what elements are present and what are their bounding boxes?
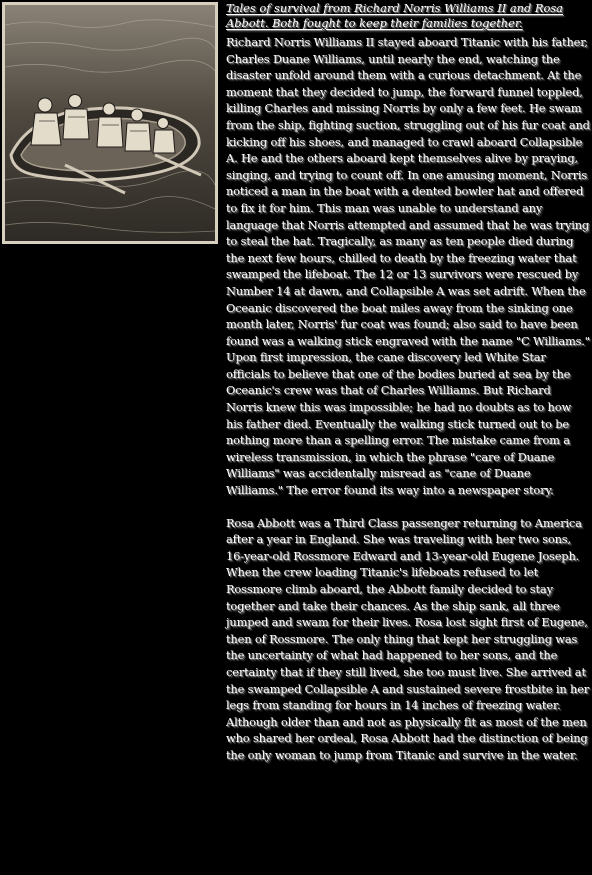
lifeboat-survivors-illustration-icon (5, 5, 215, 241)
article-text (226, 1, 590, 764)
lifeboat-illustration (2, 2, 218, 244)
paragraph-williams: Richard Norris Williams II stayed aboard Titanic with his father, Charles Duane Williams, until nearly the end, watching the disaster unfold around them with a curious detachment. At the moment that they decided to jump, the forward funnel toppled, killing Charles and missing Norris by only a few feet. He swam from the ship, fighting suction, struggling out of his fur coat and kicking off his shoes, and managed to crawl aboard Collapsible A. He and the others aboard kept themselves alive by praying, singing, and trying to count off. In one amusing moment, Norris noticed a man in the boat with a dented bowler hat and offered to fix it for him. This man was unable to understand any language that Norris attempted and assumed that he was trying to steal the hat. Tragically, as many as ten people died during the next few hours, chilled to death by the freezing water that swamped the lifeboat. The 12 or 13 survivors were rescued by Number 14 at dawn, and Collapsible A was set adrift. When the Oceanic discovered the boat miles away from the sinking one month later, Norris' fur coat was found; also said to have been found was a walking stick engraved with the name "C Williams." Upon first impression, the cane discovery led White Star officials to believe that one of the bodies buried at sea by the Oceanic's crew was that of Charles Williams. But Richard Norris knew this was impossible; he had no doubts as to how his father died. Eventually the walking stick turned out to be nothing more than a spelling error. The mistake came from a wireless transmission, in which the phrase "care of Duane Williams" was accidentally misread as "cane of Duane Williams." The error found its way into a newspaper story. (226, 35, 590, 498)
article-headline: Tales of survival from Richard Norris Williams II and Rosa Abbott. Both fought to keep their families together. (226, 1, 563, 30)
paragraph-abbott: Rosa Abbott was a Third Class passenger returning to America after a year in England. She was traveling with her two sons, 16-year-old Rossmore Edward and 13-year-old Eugene Joseph. When the crew loading Titanic's lifeboats refused to let Rossmore climb aboard, the Abbott family decided to stay together and take their chances. As the ship sank, all three jumped and swam for their lives. Rosa lost sight first of Eugene, then of Rossmore. The only thing that kept her struggling was the uncertainty of what had happened to her sons, and the certainty that if they still lived, she too must live. She arrived at the swamped Collapsible A and sustained severe frostbite in her legs from standing for hours in 14 inches of freezing water. Although older than and not as physically fit as most of the men who shared her ordeal, Rosa Abbott had the distinction of being the only woman to jump from Titanic and survive in the water. (226, 515, 590, 762)
